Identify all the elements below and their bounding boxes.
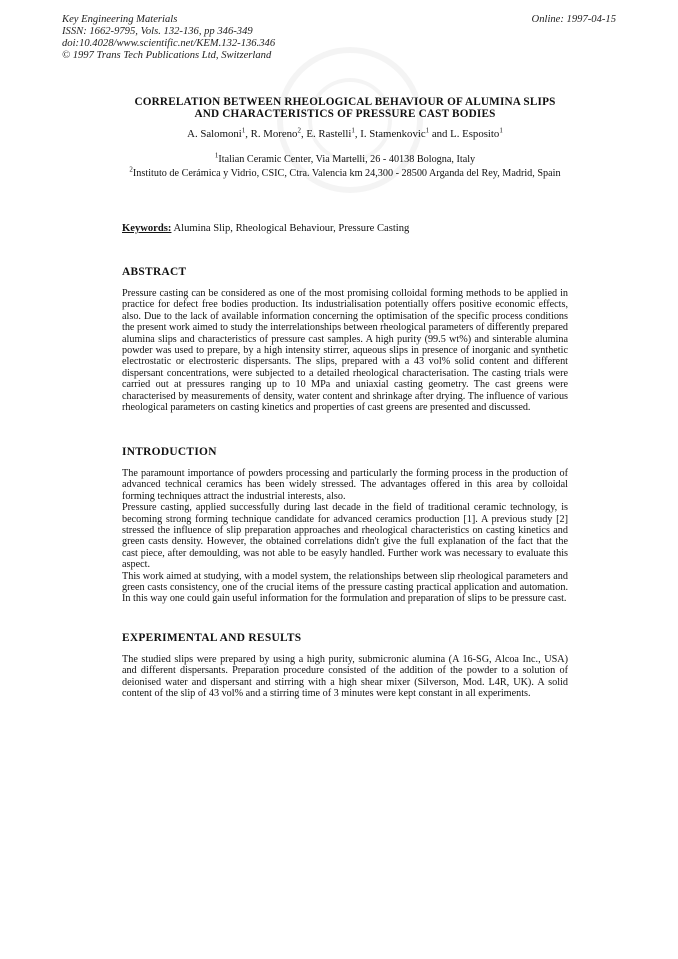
- author-name: R. Moreno: [250, 128, 298, 140]
- author-separator: and: [429, 128, 451, 140]
- affiliation-item: [122, 165, 568, 180]
- journal-header: [62, 14, 275, 62]
- introduction-paragraph: The paramount importance of powders processing and particularly the forming process in the production of advanced technical ceramics has been widely stressed. The advantages offered in this area by colloidal forming techniques attract the industrial interests, also.: [122, 468, 568, 502]
- author-name: E. Rastelli: [306, 128, 352, 140]
- affiliation-item: [122, 151, 568, 166]
- author-separator: ,: [245, 128, 251, 140]
- keywords-label: Keywords:: [122, 223, 172, 234]
- experimental-section: [122, 632, 568, 700]
- author-affil-mark: 1: [241, 126, 246, 135]
- author-name: A. Salomoni: [187, 128, 242, 140]
- paper-title: [100, 96, 590, 120]
- keywords-line: [122, 222, 568, 235]
- author-affil-mark: 2: [297, 126, 301, 135]
- author-separator: ,: [300, 128, 307, 140]
- author-name: I. Stamenkovic: [360, 128, 426, 140]
- author-affil-mark: 1: [499, 126, 503, 135]
- abstract-text: Pressure casting can be considered as one of the most promising colloidal forming methods to be applied in practice for defect free bodies production. Its industrialisation potentially offers positive economic effects, also. Due to the lack of available information concerning the optimisation of the specific process conditions the present work aimed to study the interrelationships between rheological parameters of differently prepared alumina slips and characteristics of pressure cast samples. A high purity (99.5 wt%) and sinterable alumina powder was used to prepare, by a high intensity stirrer, aqueous slips in presence of inorganic and synthetic electrostatic or electrosteric dispersants. The slips, prepared with a 43 vol% solid content and different dispersant concentrations, were subjected to a detailed rheological characterisation. The casting trials were carried out at pressures ranging up to 10 MPa and uniaxial casting geometry. The cast greens were characterised by measurements of density, water content and shrinkage after drying. The influence of various rheological parameters on casting kinetics and properties of cast greens are presented and discussed.: [122, 288, 568, 414]
- journal-name: Key Engineering Materials: [62, 14, 178, 25]
- abstract-heading: ABSTRACT: [122, 266, 187, 278]
- affiliation-text: Instituto de Cerámica y Vidrio, CSIC, Ctra. Valencia km 24,300 - 28500 Arganda del Rey, Madrid, Spain: [132, 168, 561, 179]
- introduction-heading: INTRODUCTION: [122, 446, 217, 458]
- author-name: L. Esposito: [450, 128, 500, 140]
- author-affil-mark: 1: [425, 126, 430, 135]
- author-separator: ,: [354, 128, 361, 140]
- title-line-2: AND CHARACTERISTICS OF PRESSURE CAST BODIES: [194, 108, 496, 120]
- introduction-section: [122, 446, 568, 605]
- affiliation-text: Italian Ceramic Center, Via Martelli, 26 - 40138 Bologna, Italy: [218, 154, 476, 165]
- author-list: [100, 128, 590, 141]
- affiliation-list: [122, 151, 568, 182]
- introduction-paragraph: Pressure casting, applied successfully during last decade in the field of traditional ceramic technology, is becoming strong forming technique candidate for advanced ceramics production [1]. A previous study [2] stressed the influence of slip preparation approaches and rheological characteristics on casting kinetics and green casts density. However, the obtained correlations didn't give the full explanation of the fact that the cast piece, after demoulding, was not able to be easyly handled. Further work was necessary to evaluate this aspect.: [122, 502, 568, 571]
- issn-line: ISSN: 1662-9795, Vols. 132-136, pp 346-349: [62, 26, 253, 37]
- doi-line: doi:10.4028/www.scientific.net/KEM.132-136.346: [62, 38, 276, 49]
- experimental-text: The studied slips were prepared by using a high purity, submicronic alumina (A 16-SG, Alcoa Inc., USA) and different dispersants. Preparation procedure consisted of the addition of the powder to a solution of deionised water and dispersant and stirring with a high shear mixer (Silverson, Mod. L4R, UK). A solid content of the slip of 43 vol% and a stirring time of 3 minutes were kept constant in all experiments.: [122, 654, 568, 700]
- online-date: Online: 1997-04-15: [531, 14, 616, 25]
- copyright-line: © 1997 Trans Tech Publications Ltd, Switzerland: [62, 50, 272, 61]
- affiliation-mark: 2: [129, 165, 133, 174]
- affiliation-mark: 1: [214, 151, 219, 160]
- abstract-section: [122, 266, 568, 413]
- keywords-text: Alumina Slip, Rheological Behaviour, Pressure Casting: [171, 223, 410, 234]
- author-affil-mark: 1: [351, 126, 355, 135]
- experimental-heading: EXPERIMENTAL AND RESULTS: [122, 632, 302, 644]
- title-line-1: CORRELATION BETWEEN RHEOLOGICAL BEHAVIOUR OF ALUMINA SLIPS: [134, 96, 556, 108]
- introduction-paragraph: This work aimed at studying, with a model system, the relationships between slip rheological parameters and green casts consistency, one of the crucial items of the pressure casting practical application and automation. In this way one could gain useful information for the formulation and preparation of slips to be pressure cast.: [122, 570, 568, 605]
